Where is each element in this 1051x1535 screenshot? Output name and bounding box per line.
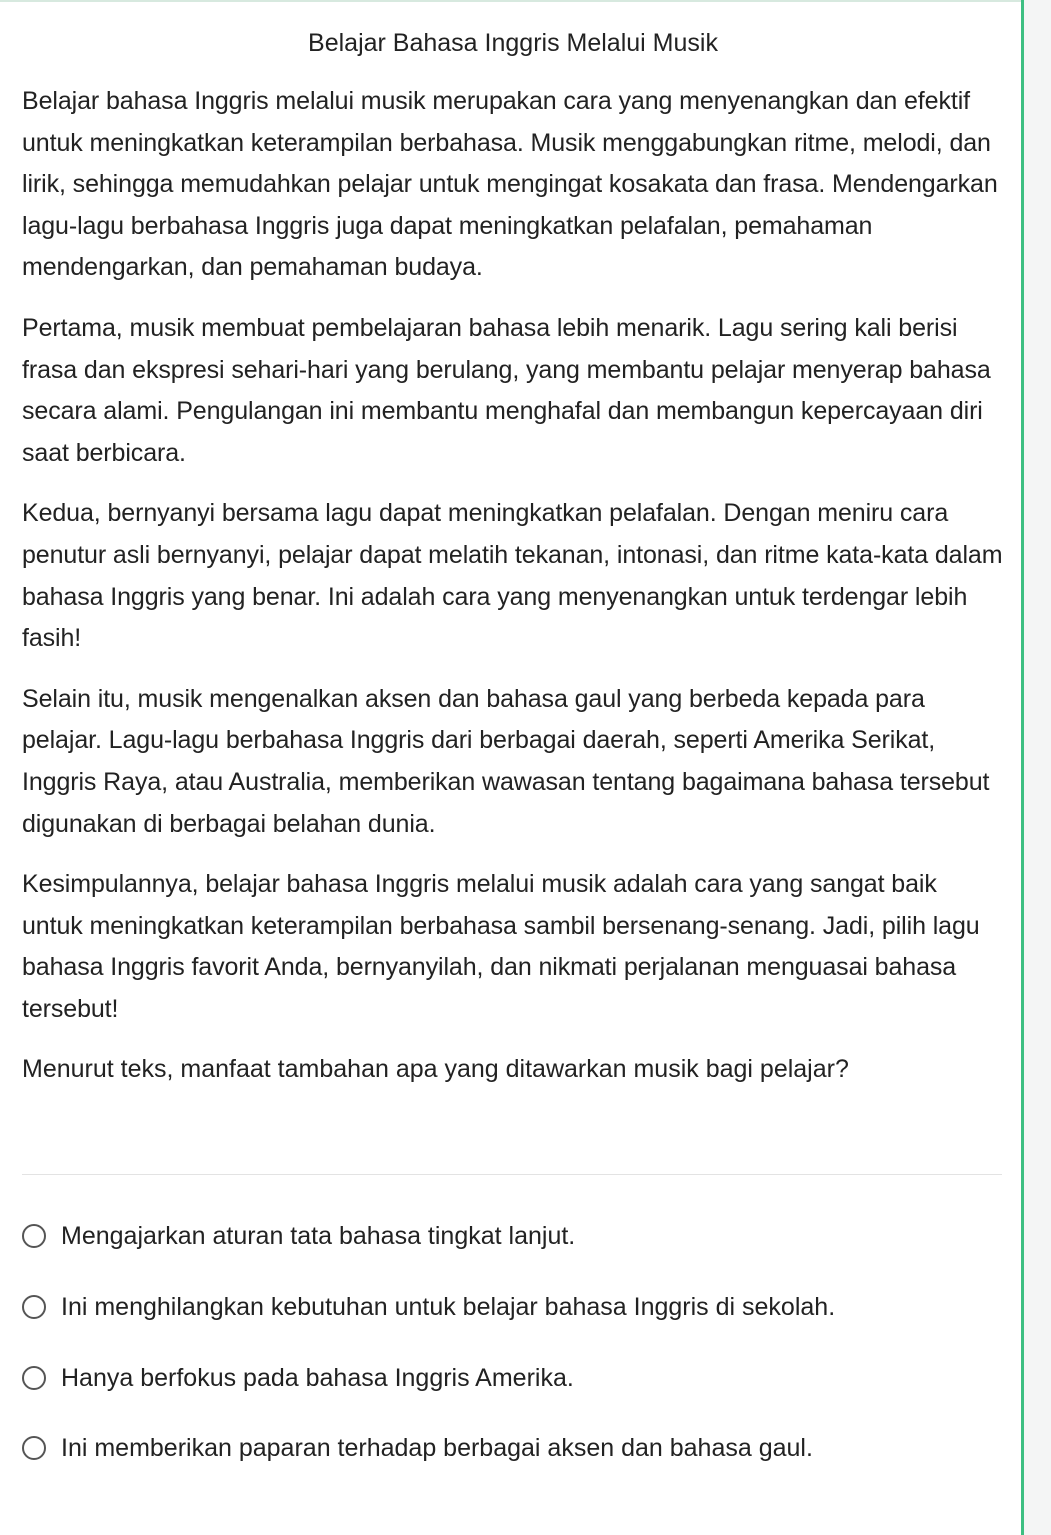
question-text: Menurut teks, manfaat tambahan apa yang ditawarkan musik bagi pelajar? (22, 1055, 849, 1084)
answer-option-label: Hanya berfokus pada bahasa Inggris Amerika. (61, 1364, 574, 1392)
answer-option-1[interactable] (22, 1215, 575, 1257)
answer-option-3[interactable] (22, 1357, 574, 1399)
scroll-gutter (1024, 0, 1051, 1535)
answer-option-label: Ini menghilangkan kebutuhan untuk belajar bahasa Inggris di sekolah. (61, 1293, 836, 1321)
passage-paragraph: Selain itu, musik mengenalkan aksen dan bahasa gaul yang berbeda kepada para pelajar. Lagu-lagu berbahasa Inggris dari berbagai daerah, seperti Amerika Serikat, Inggris Raya, atau Australia, memberikan wawasan tentang bagaimana bahasa tersebut digunakan di berbagai belahan dunia. (22, 684, 990, 838)
reading-passage (22, 22, 1004, 1091)
answer-option-label: Ini memberikan paparan terhadap berbagai aksen dan bahasa gaul. (61, 1434, 813, 1462)
passage-title: Belajar Bahasa Inggris Melalui Musik (308, 29, 718, 57)
passage-paragraph: Kesimpulannya, belajar bahasa Inggris melalui musik adalah cara yang sangat baik untuk meningkatkan keterampilan berbahasa sambil bersenang-senang. Jadi, pilih lagu bahasa Inggris favorit Anda, bernyanyilah, dan nikmati perjalanan menguasai bahasa tersebut! (22, 870, 980, 1023)
passage-paragraph: Pertama, musik membuat pembelajaran bahasa lebih menarik. Lagu sering kali berisi frasa dan ekspresi sehari-hari yang berulang, yang membantu pelajar menyerap bahasa secara alami. Pengulangan ini membantu menghafal dan membangun kepercayaan diri saat berbicara. (22, 313, 991, 467)
answer-option-4[interactable] (22, 1427, 813, 1469)
radio-button-icon[interactable] (22, 1224, 46, 1248)
answer-option-label: Mengajarkan aturan tata bahasa tingkat lanjut. (61, 1222, 576, 1250)
passage-paragraph: Kedua, bernyanyi bersama lagu dapat meningkatkan pelafalan. Dengan meniru cara penutur asli bernyanyi, pelajar dapat melatih tekanan, intonasi, dan ritme kata-kata dalam bahasa Inggris yang benar. Ini adalah cara yang menyenangkan untuk terdengar lebih fasih! (22, 499, 1003, 653)
answer-option-2[interactable] (22, 1286, 835, 1328)
divider (22, 1174, 1002, 1175)
radio-button-icon[interactable] (22, 1366, 46, 1390)
top-border (0, 0, 1023, 2)
radio-button-icon[interactable] (22, 1436, 46, 1460)
radio-button-icon[interactable] (22, 1295, 46, 1319)
passage-paragraph: Belajar bahasa Inggris melalui musik merupakan cara yang menyenangkan dan efektif untuk meningkatkan keterampilan berbahasa. Musik menggabungkan ritme, melodi, dan lirik, sehingga memudahkan pelajar untuk mengingat kosakata dan frasa. Mendengarkan lagu-lagu berbahasa Inggris juga dapat meningkatkan pelafalan, pemahaman mendengarkan, dan pemahaman budaya. (22, 87, 998, 282)
